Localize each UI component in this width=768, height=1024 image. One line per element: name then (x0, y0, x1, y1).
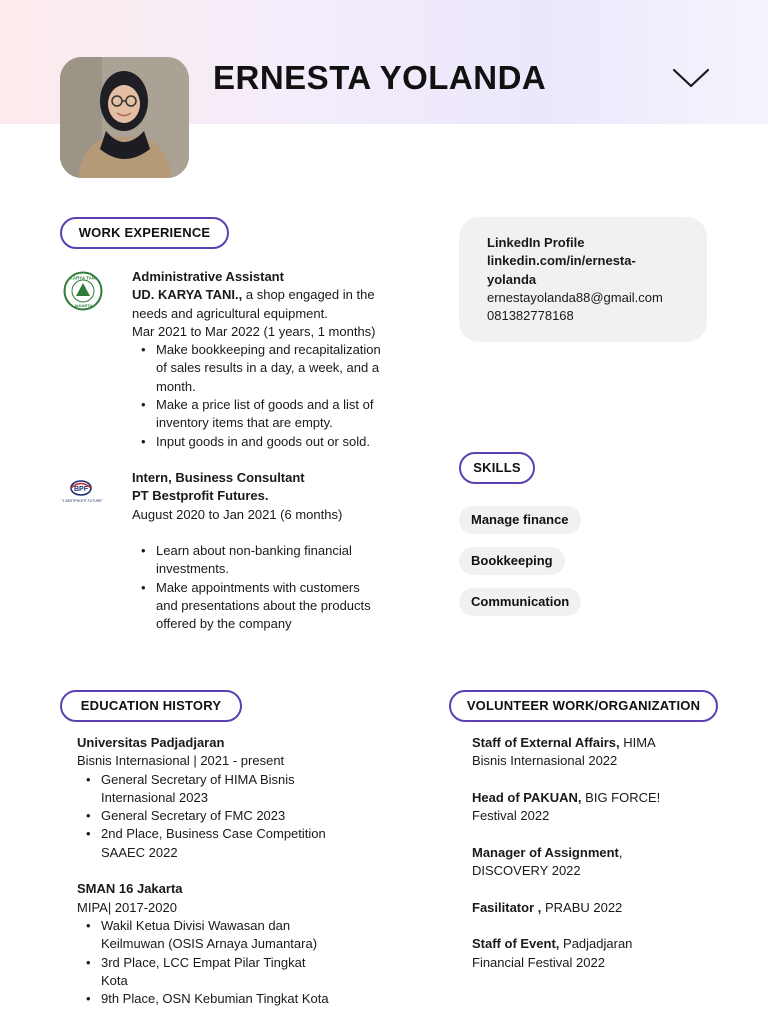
school-achievements (77, 771, 367, 862)
karya-tani-logo-subtext: JAKARTA (73, 303, 93, 308)
work-item-1 (132, 268, 402, 451)
volunteer-list (472, 734, 712, 972)
job-title: Administrative Assistant (132, 269, 284, 284)
list-item: • 3rd Place, LCC Empat Pilar Tingkat Kota (77, 954, 367, 991)
bestprofit-logo-mark: BPF (74, 486, 88, 493)
job-period: Mar 2021 to Mar 2022 (1 years, 1 months) (132, 323, 376, 339)
volunteer-heading: VOLUNTEER WORK/ORGANIZATION (449, 690, 718, 722)
karya-tani-logo-text: KARYA TANI (69, 275, 97, 281)
volunteer-item: Staff of External Affairs, HIMA (472, 735, 656, 750)
bestprofit-logo-tagline: "1 BESTPROFIT FUTURE" (61, 499, 103, 503)
school-achievements (77, 917, 367, 1008)
phone-number: 081382778168 (487, 308, 574, 324)
skills-heading: SKILLS (459, 452, 535, 484)
volunteer-org: Festival 2022 (472, 808, 550, 824)
list-item: • Learn about non-banking financial investments. (132, 542, 402, 579)
karya-tani-logo (63, 271, 103, 311)
education-list (77, 734, 367, 1008)
profile-photo (60, 57, 189, 178)
email-address[interactable]: ernestayolanda88@gmail.com (487, 289, 663, 305)
job-company: UD. KARYA TANI., (132, 287, 243, 303)
list-item: • Make a price list of goods and a list of inventory items that are empty. (132, 396, 402, 433)
work-item-2 (132, 469, 402, 634)
skill-chip: Manage finance (459, 506, 581, 534)
volunteer-org: DISCOVERY 2022 (472, 863, 581, 879)
school-name: Universitas Padjadjaran (77, 735, 225, 750)
job-duties (132, 542, 402, 633)
bestprofit-logo (60, 478, 104, 506)
job-company: PT Bestprofit Futures. (132, 488, 269, 504)
list-item: • 9th Place, OSN Kebumian Tingkat Kota (77, 990, 367, 1008)
job-title: Intern, Business Consultant (132, 470, 305, 485)
linkedin-label: LinkedIn Profile (487, 235, 585, 250)
person-name: ERNESTA YOLANDA (213, 59, 547, 96)
school-name: SMAN 16 Jakarta (77, 881, 183, 897)
job-company-line (132, 286, 402, 304)
chevron-down-icon[interactable] (672, 66, 710, 90)
volunteer-item: Manager of Assignment, (472, 844, 623, 860)
contact-card (459, 217, 707, 342)
school-detail: Bisnis Internasional | 2021 - present (77, 753, 285, 769)
work-experience-heading: WORK EXPERIENCE (60, 217, 229, 249)
education-heading: EDUCATION HISTORY (60, 690, 242, 722)
job-duties (132, 341, 402, 451)
skill-chip: Communication (459, 588, 581, 616)
list-item: • Make appointments with customers and presentations about the products offered by the company (132, 579, 402, 634)
volunteer-item: Staff of Event, Padjadjaran (472, 936, 633, 952)
job-description: a shop engaged in the (242, 287, 375, 303)
skill-chip: Bookkeeping (459, 547, 565, 575)
volunteer-item: Head of PAKUAN, BIG FORCE! (472, 789, 661, 805)
list-item: • Make bookkeeping and recapitalization of sales results in a day, a week, and a month. (132, 341, 402, 396)
volunteer-org: Financial Festival 2022 (472, 954, 605, 970)
school-detail: MIPA| 2017-2020 (77, 899, 177, 915)
list-item: • General Secretary of HIMA Bisnis Internasional 2023 (77, 771, 367, 808)
list-item: • General Secretary of FMC 2023 (77, 807, 367, 825)
job-description-cont: needs and agricultural equipment. (132, 305, 328, 321)
volunteer-item: Fasilitator , PRABU 2022 (472, 899, 623, 915)
list-item: • Input goods in and goods out or sold. (132, 433, 402, 451)
volunteer-org: Bisnis Internasional 2022 (472, 753, 618, 769)
linkedin-link[interactable]: linkedin.com/in/ernesta- yolanda (487, 253, 636, 287)
list-item: • 2nd Place, Business Case Competition SAAEC 2022 (77, 825, 367, 862)
list-item: • Wakil Ketua Divisi Wawasan dan Keilmuwan (OSIS Arnaya Jumantara) (77, 917, 367, 954)
job-period: August 2020 to Jan 2021 (6 months) (132, 506, 343, 522)
